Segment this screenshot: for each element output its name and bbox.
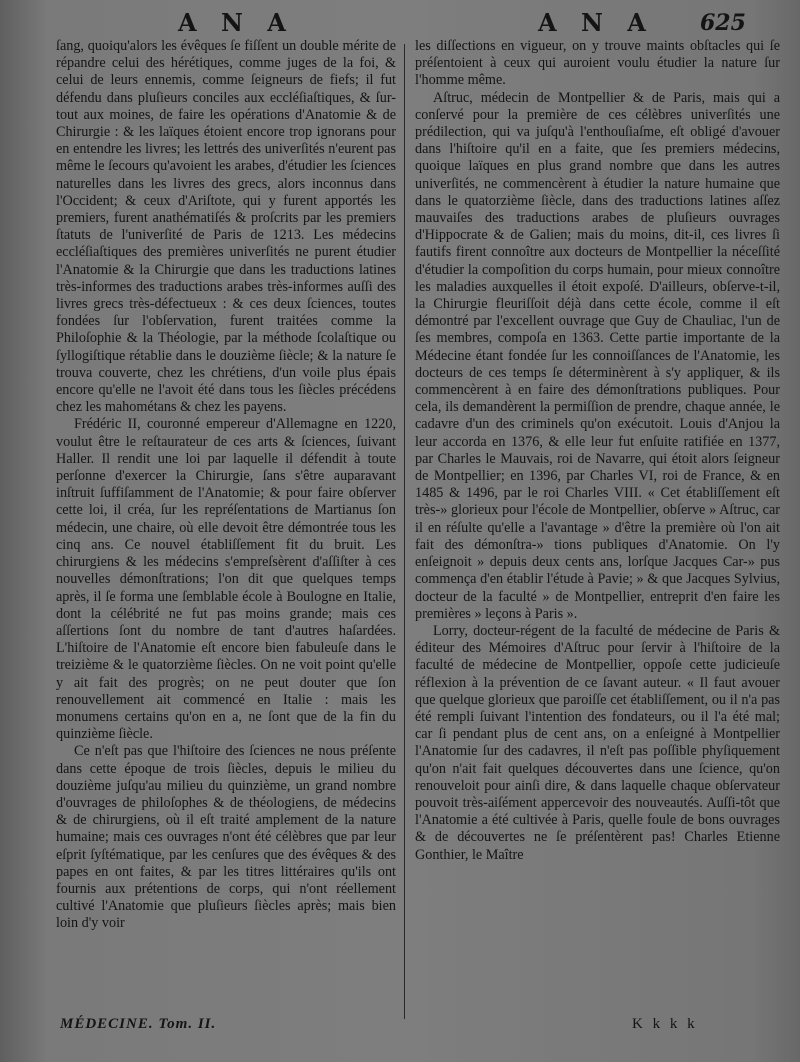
signature-line: MÉDECINE. Tom. II. <box>60 1016 217 1032</box>
page-number: 625 <box>700 10 746 36</box>
paragraph: Aſtruc, médecin de Montpellier & de Paris, mais qui a conſervé pour la première de ces célèbres univerſités une prédilection, qui va juſqu'à l'enthouſiaſme, eſt obligé d'avouer dans l'hiſtoire qu'il en a faite, que ſes premiers médecins, quoique laïques en plus grand nombre que dans les autres univerſités, ne commencèrent à étudier la nature humaine que dans le quatorzième ſiècle, dans des traductions latines aſſez mauvaiſes des traductions arabes de pluſieurs ouvrages d'Hippocrate & de Galien; mais du moins, dit-il, ces livres ſi fautifs firent connoître aux docteurs de Montpellier la néceſſité d'étudier la compoſition du corps humain, pour mieux connoître les maladies auxquelles il étoit expoſé. D'ailleurs, obſerve-t-il, la Chirurgie fleuriſſoit déjà dans cette école, comme il eſt démontré par l'excellent ouvrage que Guy de Chauliac, l'un de ſes membres, compoſa en 1363. Cette partie importante de la Médecine étant fondée ſur les connoiſſances de l'Anatomie, les docteurs de ces temps ſe déterminèrent à s'y appliquer, & ils commencèrent à en faire des démonſtrations publiques. Pour cela, ils demandèrent la permiſſion de prendre, chaque année, le cadavre d'un des criminels qu'on exécutoit. Louis d'Anjou la leur accorda en 1376, & elle leur fut enſuite ratifiée en 1377, par Charles le Mauvais, roi de Navarre, qui étoit alors ſeigneur de Montpellier; en 1396, par Charles VI, roi de France, & en 1485 & 1496, par le roi Charles VIII. « Cet établiſſement eſt très-» glorieux pour l'école de Montpellier, obſerve » Aſtruc, car il en réſulte qu'elle a l'avantage » d'être la première où l'on ait fait des démonſtra-» tions publiques d'Anatomie. On l'y enſeignoit » depuis deux cents ans, lorſque Jacques Car-» pus commença d'en établir l'étude à Pavie; » & que Jacques Sylvius, docteur de la faculté » de Montpellier, entreprit d'en faire les premières » leçons à Paris ». <box>415 89 780 622</box>
right-column <box>415 38 780 864</box>
paragraph: Frédéric II, couronné empereur d'Allemagne en 1220, voulut être le reſtaurateur de ces arts & ſciences, ſuivant Haller. Il rendit une loi par laquelle il défendit à toute perſonne d'exercer la Chirurgie, ſans s'être auparavant inſtruit ſuffiſamment de l'Anatomie; & pour faire obſerver cette loi, il créa, ſur les repréſentations de Martianus ſon médecin, une chaire, où elle devoit être démontrée tous les cinq ans. Ce nouvel établiſſement fit du bruit. Les chirurgiens & les médecins s'empreſsèrent d'aſſiſter à ces nouvelles démonſtrations; l'on dit que quelques temps après, il ſe forma une ſemblable école à Boulogne en Italie, dont la célébrité ne fut pas moins grande; mais ces aſſertions ſont du nombre de tant d'autres haſardées. L'hiſtoire de l'Anatomie eſt encore bien fabuleuſe dans le treizième & le quatorzième ſiècles. On ne voit point qu'elle y ait fait des progrès; on ne peut douter que ſon renouvellement ait commencé en Italie : mais les monumens certains qu'on en a, ne ſont que de la fin du quinzième ſiècle. <box>56 416 396 743</box>
running-head-left: A N A <box>178 8 294 37</box>
page-header <box>0 6 800 36</box>
column-divider <box>404 44 405 1019</box>
page-footer <box>0 1016 800 1040</box>
left-column <box>56 38 396 933</box>
running-head-right: A N A <box>538 8 654 37</box>
paragraph: Lorry, docteur-régent de la faculté de médecine de Paris & éditeur des Mémoires d'Aſtruc pour ſervir à l'hiſtoire de la faculté de médecine de Montpellier, oppoſe cette judicieuſe réflexion à la prévention de ce ſavant auteur. « Il faut avouer que quelque glorieux que paroiſſe cet établiſſement, ou il n'a pas été rempli ſuivant l'intention des fondateurs, ou il l'a été mal; car ſi pendant plus de cent ans, on a enſeigné à Montpellier l'Anatomie ſur des cadavres, il n'eſt pas poſſible phyſiquement qu'on n'ait fait quelques découvertes dans une ſcience, qu'on renouveloit pour ainſi dire, & dans laquelle chaque obſervateur pouvoit très-aiſément appercevoir des nouveautés. Auſſi-tôt que l'Anatomie a été cultivée à Paris, quelle foule de bons ouvrages & de découvertes ne ſe préſentèrent pas! Charles Etienne Gonthier, le Maître <box>415 622 780 863</box>
paragraph: Ce n'eſt pas que l'hiſtoire des ſciences ne nous préſente dans cette époque de trois ſiècles, depuis le milieu du douzième juſqu'au milieu du quinzième, un grand nombre d'ouvrages de philoſophes & de théologiens, de médecins & de chirurgiens, où il eſt traité amplement de la nature humaine; mais ces ouvrages n'ont été célèbres que par leur eſprit ſyſtématique, par les cenſures que des évêques & des papes en ont faites, & par les titres littéraires qu'ils ont fournis aux prétentions de corps, qui n'ont réellement cultivé l'Anatomie que pluſieurs ſiècles après; mais bien loin d'y voir <box>56 743 396 932</box>
paragraph: ſang, quoiqu'alors les évêques ſe fiſſent un double mérite de répandre celui des hérétiques, comme juges de la foi, & celui de leurs ennemis, comme ſeigneurs de fiefs; il fut défendu dans pluſieurs conciles aux eccléſiaſtiques, & ſur-tout aux moines, de faire les opérations d'Anatomie & de Chirurgie : & les laïques étoient encore trop ignorans pour en entendre les livres; les lettrés des univerſités n'eurent pas même le ſecours qu'avoient les arabes, d'étudier les ſciences naturelles dans les livres des grecs, alors inconnus dans l'Occident; & ceux d'Ariſtote, qui y furent apportés les premiers, furent anathématiſés & proſcrits par les premiers ſtatuts de l'univerſité de Paris de 1213. Les médecins eccléſiaſtiques des premières univerſités ne purent étudier l'Anatomie & la Chirurgie que dans les traductions latines très-informes des traductions arabes très-informes auſſi des livres grecs très-défectueux : & ces deux ſciences, toutes fondées ſur l'obſervation, furent traitées comme la Philoſophie & la Théologie, par la méthode ſcolaſtique ou ſyllogiſtique rétablie dans le douzième ſiècle; & la nature ſe trouva couverte, chez les chrétiens, d'un voile plus épais encore qu'elle ne l'avoit été dans tous les ſiècles précédens chez les mahométans & chez les payens. <box>56 38 396 416</box>
signature-mark: K k k k <box>632 1016 698 1032</box>
paragraph: les diſſections en vigueur, on y trouve maints obſtacles qui ſe préſentoient à ceux qui auroient voulu étudier la nature ſur l'homme même. <box>415 38 780 89</box>
